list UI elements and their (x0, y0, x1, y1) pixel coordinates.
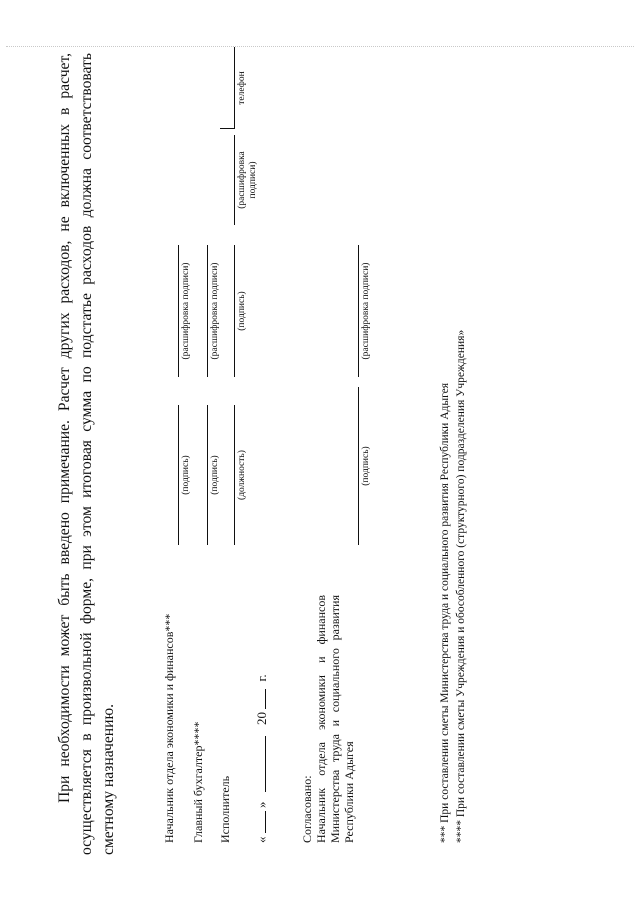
phone-caption: телефон (237, 71, 247, 105)
note-paragraph (54, 53, 120, 855)
approval-decoding-caption: (расшифровка подписи) (361, 262, 371, 360)
head-decoding-line (178, 245, 179, 377)
date-year-suffix: г. (254, 674, 269, 682)
date-month-blank (265, 736, 266, 792)
head-signature-caption: (подпись) (181, 455, 191, 495)
accountant-decoding-line (207, 245, 208, 377)
accountant-signature-line (207, 405, 208, 545)
head-signature-line (178, 405, 179, 545)
note-text: При необходимости может быть введено примечание. Расчет других расходов, не включенных в расчет, осуществляется в произвольной форме, при этом итоговая сумма по подстатье расходов должна соответствовать сметному назначению. (56, 53, 117, 855)
executor-decoding-line (234, 135, 235, 225)
footnote-3: *** При составлении сметы Министерства труда и социального развития Республики Адыгея (439, 382, 451, 843)
executor-position-line (234, 405, 235, 545)
approval-line-2: Министерства труда и социального развития (328, 595, 342, 843)
date-line (254, 674, 270, 843)
date-year-prefix: 20 (254, 712, 269, 725)
executor-signature-line (234, 245, 235, 377)
executor-label: Исполнитель (218, 775, 232, 843)
head-label: Начальник отдела экономики и финансов*** (162, 613, 176, 843)
date-quote-open: « (254, 836, 269, 843)
accountant-decoding-caption: (расшифровка подписи) (210, 262, 220, 360)
approval-heading: Согласовано: (300, 775, 314, 843)
approval-decoding-line (358, 245, 359, 377)
approval-signature-caption: (подпись) (361, 446, 371, 486)
head-decoding-caption: (расшифровка подписи) (181, 262, 191, 360)
approval-line-1: Начальник отдела экономики и финансов (314, 595, 328, 843)
phone-divider (220, 128, 234, 129)
executor-signature-caption: (подпись) (237, 291, 247, 331)
accountant-signature-caption: (подпись) (210, 455, 220, 495)
executor-position-caption: (должность) (237, 450, 247, 500)
footnote-4: **** При составлении сметы Учреждения и обособленного (структурного) подразделения Учреждения» (455, 329, 467, 843)
accountant-label: Главный бухгалтер**** (191, 721, 205, 843)
date-year-blank (265, 689, 266, 709)
approval-line-3: Республики Адыгея (342, 741, 356, 843)
approval-signature-line (358, 387, 359, 545)
rotated-document-page (40, 45, 600, 865)
phone-line (234, 47, 235, 129)
executor-decoding-caption: (расшифровка подписи) (237, 151, 258, 209)
date-day-blank (265, 811, 266, 833)
date-quote-close: » (254, 801, 269, 808)
